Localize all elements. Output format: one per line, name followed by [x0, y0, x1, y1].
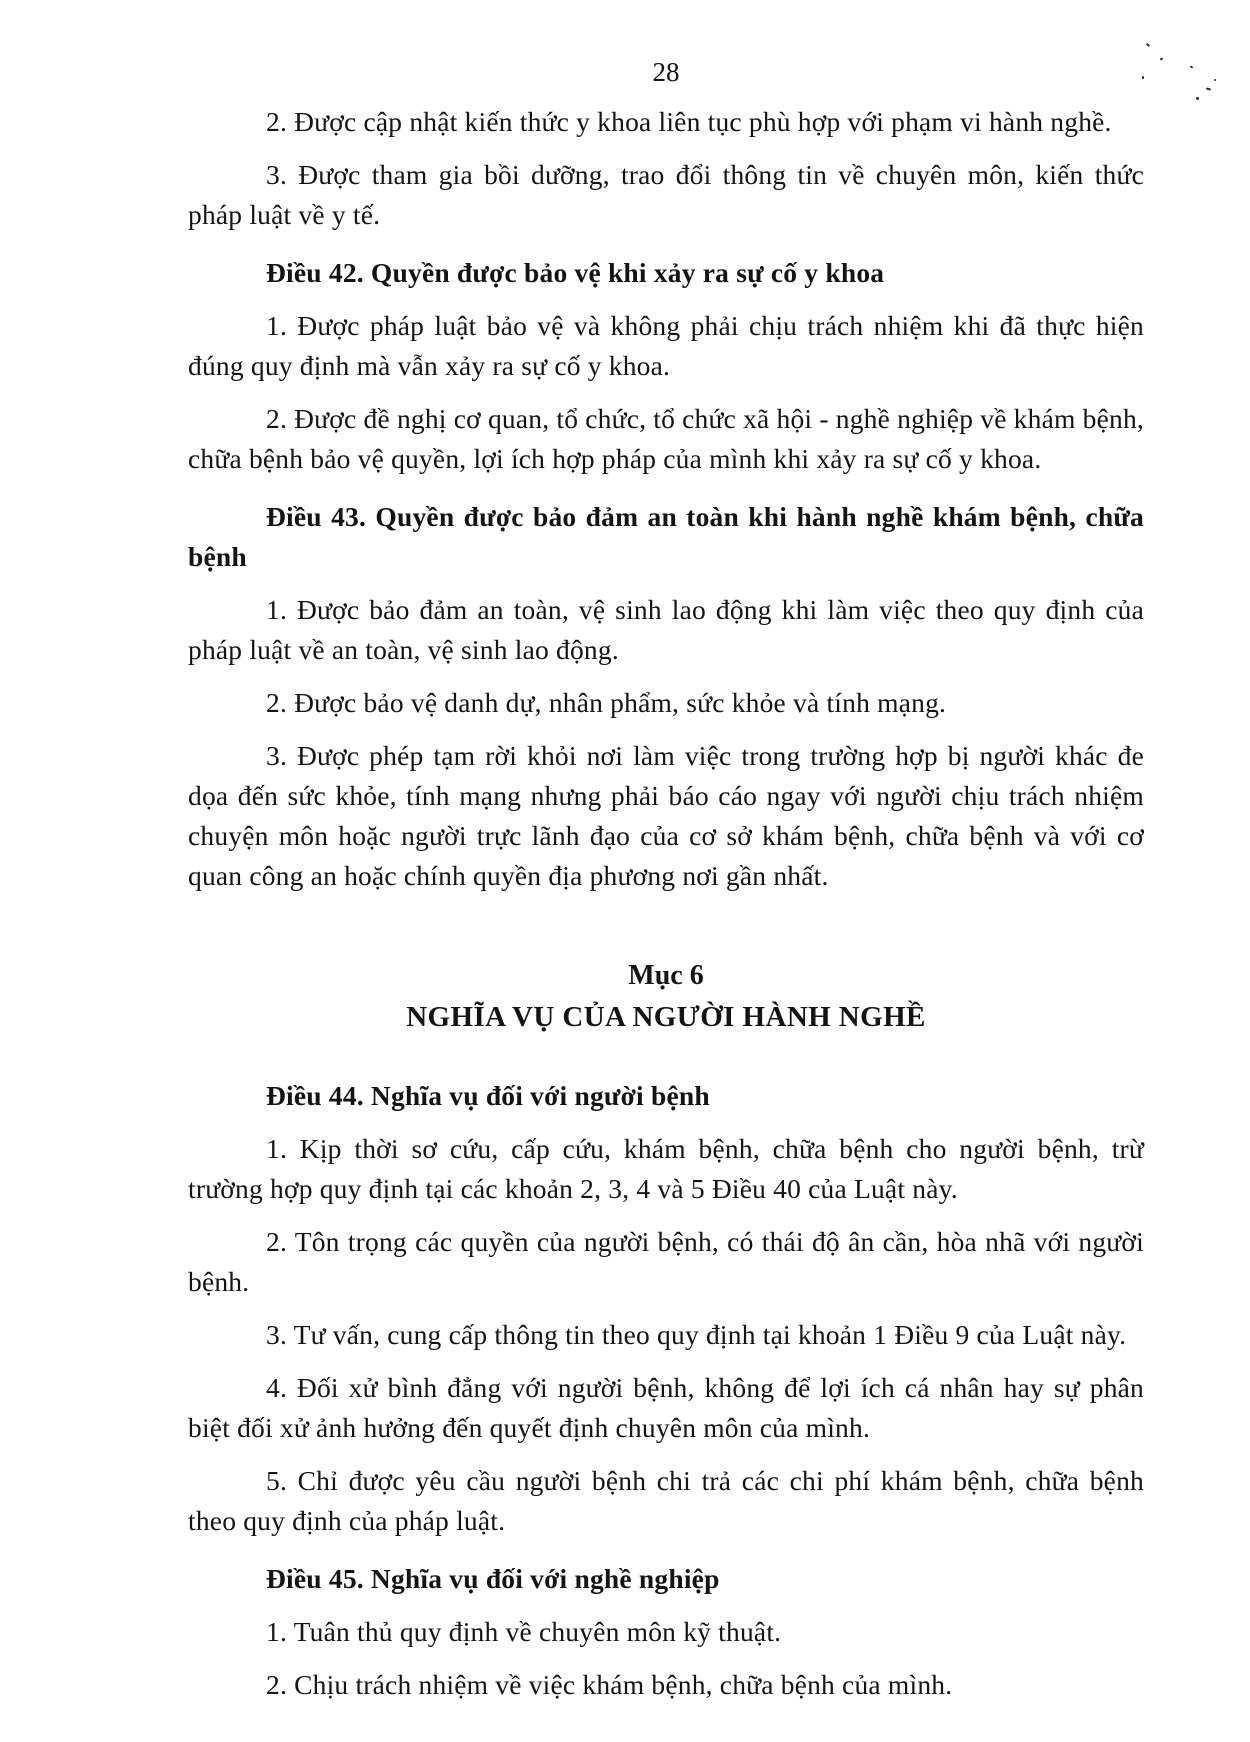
clause-paragraph: 2. Được bảo vệ danh dự, nhân phẩm, sức khỏe và tính mạng.: [266, 687, 947, 718]
clause-paragraph: 2. Được cập nhật kiến thức y khoa liên tục phù hợp với phạm vi hành nghề.: [266, 106, 1112, 137]
clause-paragraph: 4. Đối xử bình đẳng với người bệnh, không để lợi ích cá nhân hay sự phân biệt đối xử ảnh hưởng đến quyết định chuyên môn của mình.: [188, 1372, 1144, 1443]
clause-paragraph: 3. Tư vấn, cung cấp thông tin theo quy định tại khoản 1 Điều 9 của Luật này.: [266, 1319, 1127, 1350]
clause-paragraph: 2. Tôn trọng các quyền của người bệnh, có thái độ ân cần, hòa nhã với người bệnh.: [188, 1226, 1144, 1297]
article-heading-45: Điều 45. Nghĩa vụ đối với nghề nghiệp: [266, 1563, 720, 1594]
clause-paragraph: 1. Tuân thủ quy định về chuyên môn kỹ thuật.: [266, 1616, 782, 1647]
clause-paragraph: 1. Được bảo đảm an toàn, vệ sinh lao động khi làm việc theo quy định của pháp luật về an toàn, vệ sinh lao động.: [188, 594, 1144, 665]
clause-paragraph: 1. Được pháp luật bảo vệ và không phải chịu trách nhiệm khi đã thực hiện đúng quy định mà vẫn xảy ra sự cố y khoa.: [188, 310, 1144, 381]
section-6-block: [188, 958, 1144, 1036]
clause-paragraph: 2. Được đề nghị cơ quan, tổ chức, tổ chức xã hội - nghề nghiệp về khám bệnh, chữa bệnh bảo vệ quyền, lợi ích hợp pháp của mình khi xảy ra sự cố y khoa.: [188, 403, 1144, 474]
clause-paragraph: 3. Được phép tạm rời khỏi nơi làm việc trong trường hợp bị người khác đe dọa đến sức khỏe, tính mạng nhưng phải báo cáo ngay với người chịu trách nhiệm chuyện môn hoặc người trực lãnh đạo của cơ sở khám bệnh, chữa bệnh và với cơ quan công an hoặc chính quyền địa phương nơi gần nhất.: [188, 740, 1144, 891]
article-heading-42: Điều 42. Quyền được bảo vệ khi xảy ra sự cố y khoa: [266, 257, 885, 288]
article-heading-44: Điều 44. Nghĩa vụ đối với người bệnh: [266, 1080, 710, 1111]
page-number: 28: [652, 57, 680, 87]
clause-paragraph: 5. Chỉ được yêu cầu người bệnh chi trả các chi phí khám bệnh, chữa bệnh theo quy định của pháp luật.: [188, 1465, 1144, 1536]
clause-paragraph: 1. Kịp thời sơ cứu, cấp cứu, khám bệnh, chữa bệnh cho người bệnh, trừ trường hợp quy định tại các khoản 2, 3, 4 và 5 Điều 40 của Luật này.: [188, 1133, 1144, 1204]
clause-paragraph: 3. Được tham gia bồi dưỡng, trao đổi thông tin về chuyên môn, kiến thức pháp luật về y tế.: [188, 159, 1144, 230]
section-title: NGHĨA VỤ CỦA NGƯỜI HÀNH NGHỀ: [406, 1001, 926, 1033]
clause-paragraph: 2. Chịu trách nhiệm về việc khám bệnh, chữa bệnh của mình.: [266, 1669, 953, 1700]
article-heading-43: Điều 43. Quyền được bảo đảm an toàn khi hành nghề khám bệnh, chữa bệnh: [188, 501, 1144, 572]
section-number: Mục 6: [628, 960, 704, 991]
